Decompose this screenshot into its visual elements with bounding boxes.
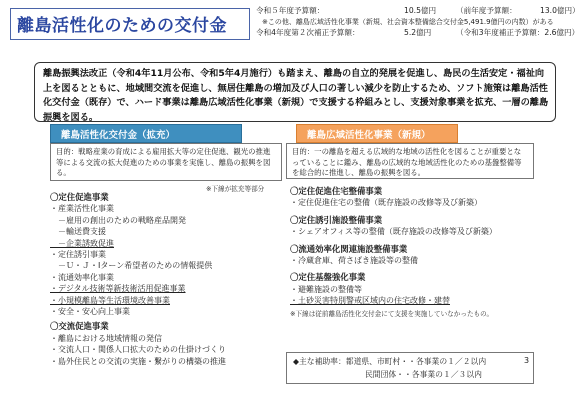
list-item: ・定住促進住宅の整備（既存施設の改修等及び新築）: [290, 198, 482, 208]
page-title: 離島活性化のための交付金: [17, 16, 227, 36]
left-header: [50, 124, 242, 143]
right-purpose: 目的：一の離島を超える広域的な地域の活性化を図ることが重要となっていることに鑑み、離島の広域的な地域活性化のための基盤整備等を総合的に推進し、離島の振興を図る。: [292, 147, 522, 177]
budget-value: 10.5億円: [404, 6, 437, 15]
helper-box: [286, 352, 534, 384]
list-item: ・産業活性化事業: [50, 204, 114, 214]
left-purpose: 目的：戦略産業の育成による雇用拡大等の定住促進、観光の推進等による交流の拡大促進のための事業を実施し、離島の振興を図る。: [56, 147, 271, 177]
list-item: ・定住誘引事業: [50, 250, 106, 260]
footnote: ※下線は従前離島活性化交付金にて支援を実施していなかったもの。: [290, 309, 494, 318]
left-section-list: [50, 192, 226, 367]
list-item: ・シェアオフィス等の整備（既存施設の改修等及び新築）: [290, 227, 497, 237]
supplementary-prev: （令和3年度補正予算額：2.6億円）: [456, 28, 580, 37]
right-header: [296, 124, 458, 143]
section-title: 〇定住促進住宅整備事業: [290, 186, 383, 196]
list-item: ・小規模離島等生活環境改善事業: [50, 295, 170, 305]
section-title: 〇交流促進事業: [50, 321, 109, 332]
section-title: 〇定住促進事業: [50, 192, 109, 202]
right-purpose-box: [286, 143, 534, 179]
intro-text: 離島振興法改正（令和4年11月公布、令和5年4月施行）も踏まえ、離島の自立的発展を促進し、島民の生活安定・福祉向上を図るとともに、地域間交流を促進し、無居住離島の増加及び人口の著しい減少を防止するため、ソフト施策は離島活性化交付金（既存）で、ハード事業は離島広域活性化事業（新規）で支援する枠組みとし、支援対象事業を拡充、一層の離島振興を図る。: [43, 68, 549, 123]
list-item: ・避難施設の整備等: [290, 284, 362, 294]
page-number: 3: [524, 356, 530, 365]
list-item: ・冷蔵倉庫、荷さばき施設等の整備: [290, 256, 418, 266]
title-box: [10, 8, 250, 40]
supplementary-label: 令和4年度第２次補正予算額：: [256, 28, 360, 37]
list-item: －Ｕ・Ｊ・Iターン希望者のための情報提供: [50, 261, 213, 271]
section-title: 〇定住誘引施設整備事業: [290, 214, 383, 225]
list-item: ・安全・安心向上事業: [50, 307, 130, 317]
budget-info: [256, 6, 580, 39]
left-purpose-box: [50, 143, 282, 181]
section-title: 〇流通効率化関連施設整備事業: [290, 243, 408, 254]
list-item: －輸送費支援: [50, 227, 106, 237]
list-item: ・土砂災害特別警戒区域内の住宅改修・建替: [290, 296, 450, 306]
budget-prev-label: （前年度予算額：: [456, 6, 517, 15]
list-item: ・離島における地域情報の発信: [50, 333, 162, 343]
subsidy-rate-line2: 民間団体・・各事業の１／３以内: [365, 370, 482, 379]
budget-prev-value: 13.0億円）: [540, 6, 580, 15]
list-item: ・デジタル技術等新技術活用促進事業: [50, 284, 186, 294]
right-section-list: [290, 186, 497, 320]
list-item: ・流通効率化事業: [50, 272, 114, 282]
supplementary-value: 5.2億円: [404, 28, 432, 37]
budget-label: 令和５年度予算額：: [256, 6, 325, 15]
section-title: 〇定住基盤強化事業: [290, 272, 366, 283]
left-header-label: 離島活性化交付金（拡充）: [61, 130, 176, 141]
list-item: ・交流人口・関係人口拡大のための仕掛けづくり: [50, 345, 226, 355]
budget-note: ※この他、離島広域活性化事業（新規、社会資本整備総合交付金5,491.9億円の内数）がある: [262, 18, 554, 26]
list-item: －企業誘致促進: [50, 238, 114, 248]
right-header-label: 離島広域活性化事業（新規）: [307, 130, 431, 141]
intro-box: [34, 62, 556, 122]
list-item: －雇用の創出のための戦略産品開発: [50, 215, 186, 225]
underline-note: ※下線が拡充等部分: [206, 185, 265, 193]
subsidy-rate-line1: ◆主な補助率：都道県、市町村・・各事業の１／２以内: [293, 357, 487, 366]
list-item: ・島外住民との交流の実施・繋がりの構築の推進: [50, 356, 226, 366]
